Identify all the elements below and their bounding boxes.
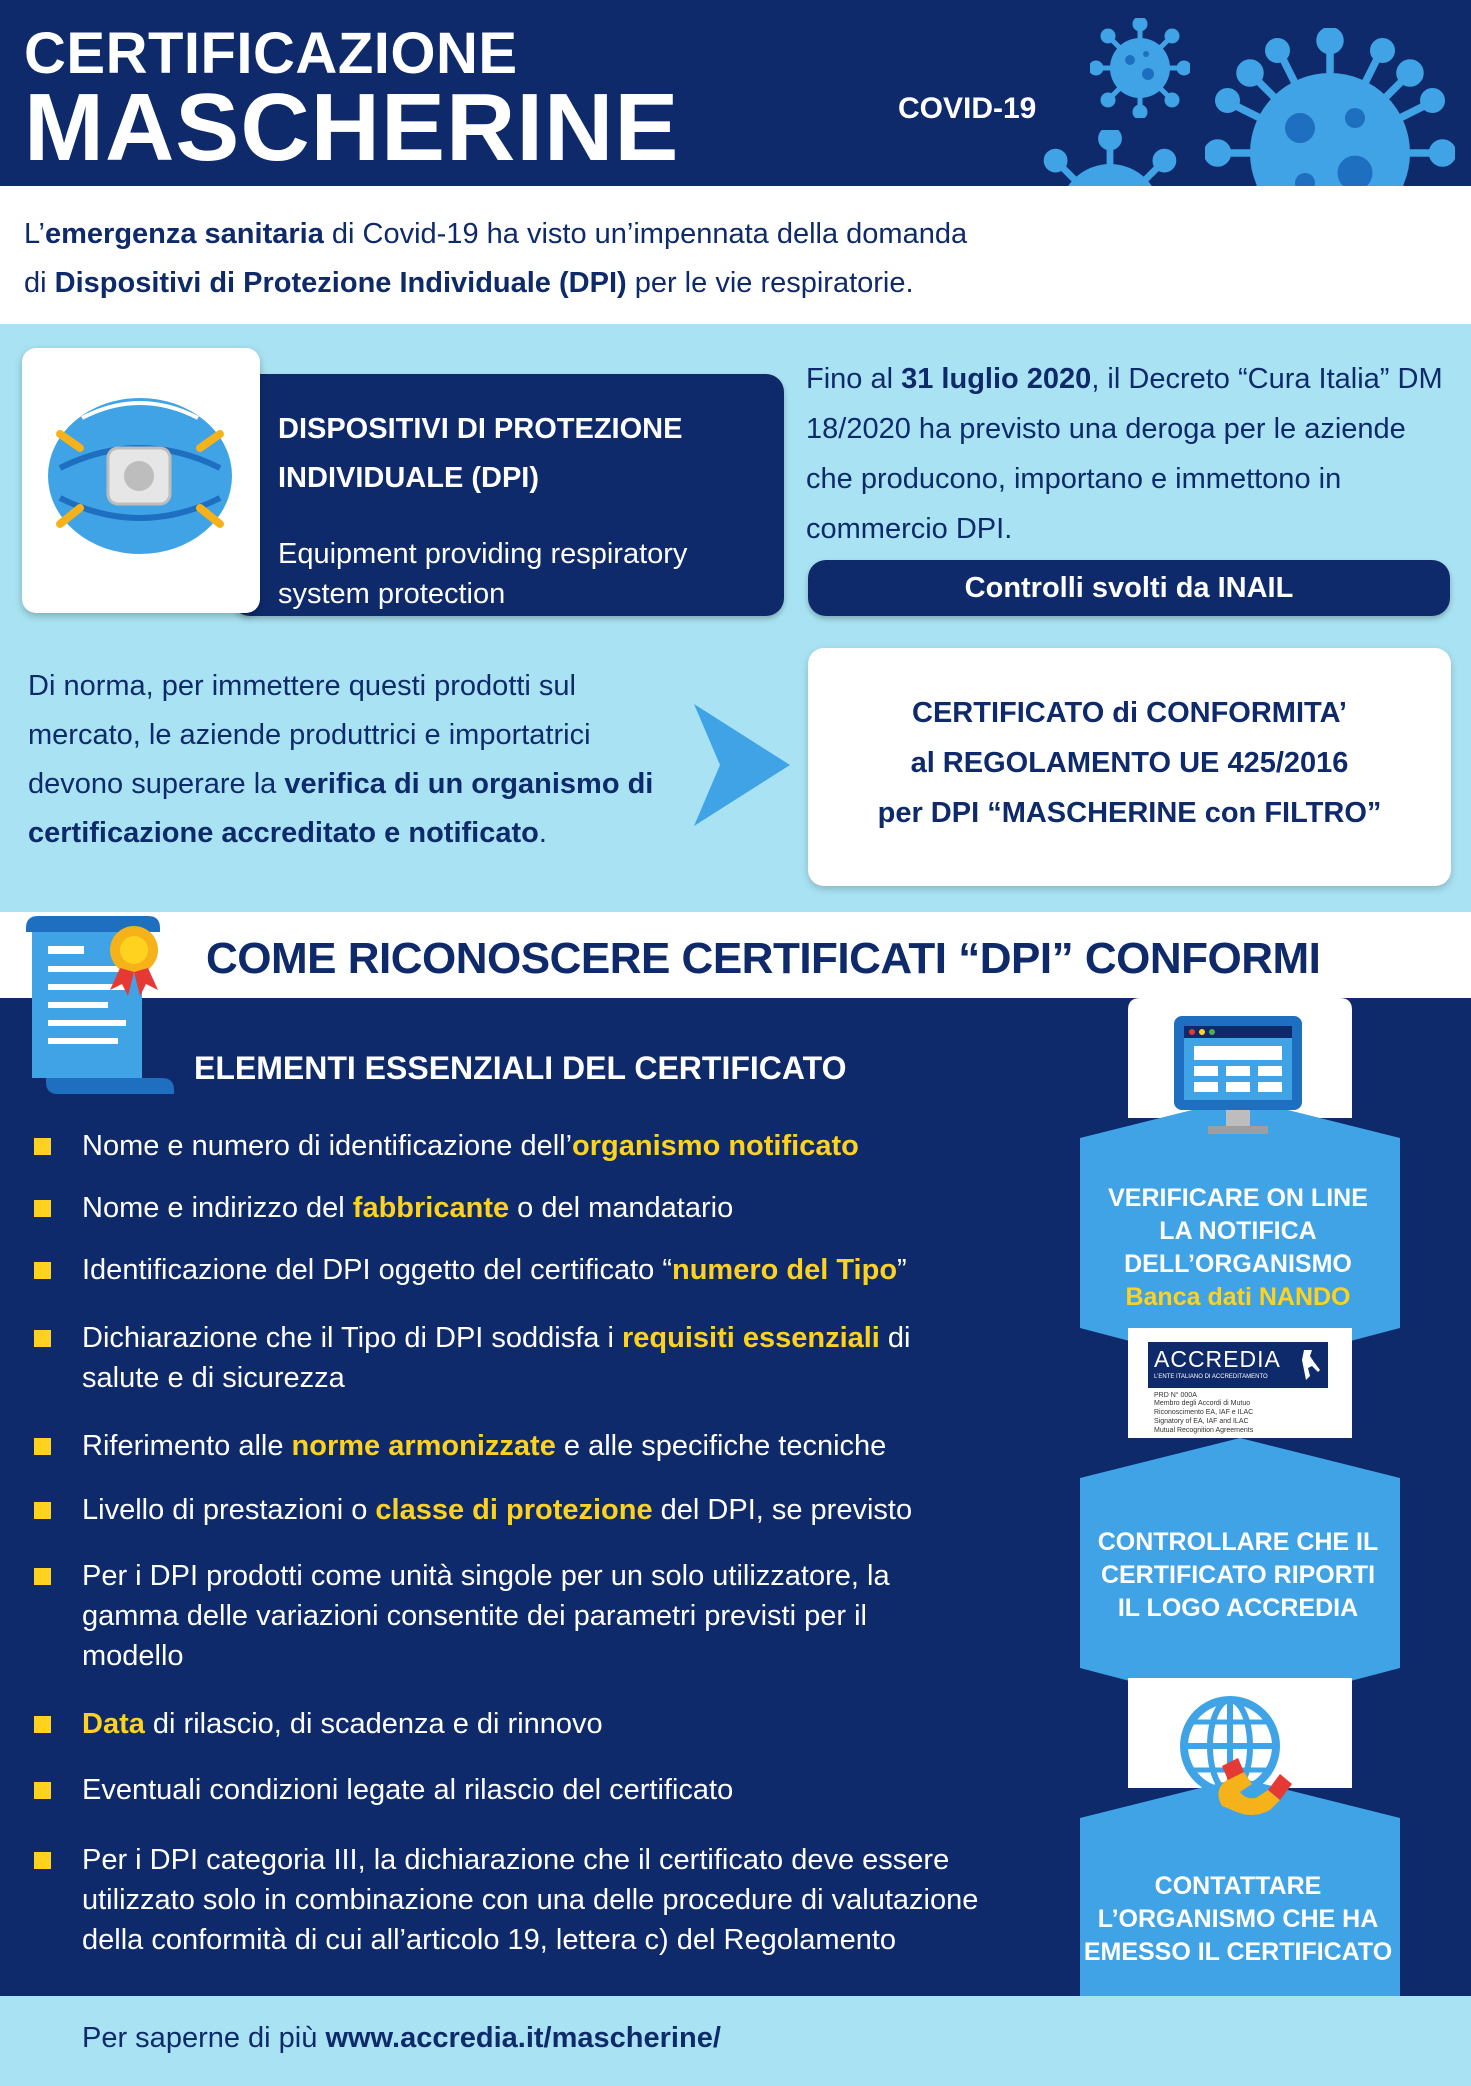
dpi-description: Equipment providing respiratory system protection: [278, 538, 688, 610]
text-highlight: Data: [82, 1708, 145, 1740]
virus-icon: [1090, 18, 1190, 118]
dpi-section: [0, 324, 1471, 912]
bullet-icon: [34, 1716, 51, 1733]
step-text-line: LA NOTIFICA: [1159, 1217, 1317, 1245]
intro-section: [0, 186, 1471, 324]
intro-highlight: Dispositivi di Protezione Individuale (DPI): [54, 267, 627, 299]
text-highlight: classe di protezione: [375, 1494, 653, 1526]
text-part: Nome e numero di identificazione dell’: [82, 1130, 573, 1162]
bullet-icon: [34, 1852, 51, 1869]
intro-highlight: emergenza sanitaria: [44, 218, 324, 250]
list-item-text: [82, 1318, 962, 1398]
footer-text: [82, 2022, 721, 2055]
step-contact-body: CONTATTARE L’ORGANISMO CHE HA EMESSO IL CERTIFICATO: [1083, 1872, 1393, 1966]
list-item-text: [82, 1490, 1042, 1530]
nando-database-label: Banca dati NANDO: [1125, 1283, 1351, 1311]
accredia-info: Riconoscimento EA, IAF e ILAC: [1154, 1409, 1254, 1416]
certificate-line: CERTIFICATO di CONFORMITA’: [912, 697, 1347, 729]
footer-text-part: Per saperne di più: [82, 2022, 326, 2054]
step-text-line: VERIFICARE ON LINE: [1108, 1184, 1368, 1212]
step-verify-online: [1078, 1182, 1398, 1314]
accredia-logo: [1148, 1342, 1328, 1454]
list-item-text: [82, 1426, 1042, 1466]
bullet-icon: [34, 1262, 51, 1279]
mask-icon: [22, 348, 260, 613]
elementi-title: ELEMENTI ESSENZIALI DEL CERTIFICATO: [194, 1050, 847, 1086]
certificate-box: [808, 648, 1451, 886]
accredia-info: Signatory of EA, IAF and ILAC: [1154, 1418, 1249, 1425]
deroga-text: [806, 354, 1456, 554]
text-highlight: requisiti essenziali: [621, 1322, 880, 1354]
accredia-tagline: L’ENTE ITALIANO DI ACCREDITAMENTO: [1154, 1374, 1268, 1380]
list-item-text: [82, 1840, 1022, 1960]
bullet-icon: [34, 1502, 51, 1519]
inail-banner: Controlli svolti da INAIL: [808, 560, 1450, 616]
recognize-title: COME RICONOSCERE CERTIFICATI “DPI” CONFORMI: [206, 934, 1321, 983]
accredia-prd: PRD N° 000A: [1154, 1392, 1197, 1399]
step-text-line: DELL’ORGANISMO: [1124, 1250, 1352, 1278]
intro-text-part: di: [24, 267, 55, 299]
text-highlight: numero del Tipo: [672, 1254, 898, 1286]
text-part: ”: [897, 1254, 907, 1286]
certificate-line: per DPI “MASCHERINE con FILTRO”: [877, 797, 1382, 829]
bullet-icon: [34, 1330, 51, 1347]
text-part: Dichiarazione che il Tipo di DPI soddisfa i: [82, 1322, 622, 1354]
bullet-icon: [34, 1568, 51, 1585]
norma-text: [28, 662, 688, 858]
globe-phone-icon: [1172, 1688, 1302, 1818]
text-part: o del mandatario: [509, 1192, 734, 1224]
text-part: del DPI, se previsto: [652, 1494, 913, 1526]
deroga-text-part: Fino al: [806, 363, 902, 395]
intro-text-part: L’: [24, 218, 45, 250]
accredia-logo-header: [1148, 1342, 1328, 1388]
list-item-text: [82, 1556, 902, 1676]
bullet-icon: [34, 1782, 51, 1799]
norma-text-part: Di norma, per immettere questi prodotti sul mercato, le aziende produttrici e importatrici devono superare la: [28, 670, 591, 800]
certificate-text: [808, 688, 1451, 838]
text-part: Per i DPI categoria III, la dichiarazione che il certificato deve essere utilizzato solo in combinazione con una delle procedure di valutazione della conformità di cui all’articolo 19, lettera c) del Regolamento: [82, 1844, 979, 1956]
bullet-icon: [34, 1438, 51, 1455]
text-part: Nome e indirizzo del: [82, 1192, 353, 1224]
covid-label: COVID-19: [898, 92, 1037, 125]
accredia-name: ACCREDIA: [1154, 1346, 1281, 1372]
text-part: Livello di prestazioni o: [82, 1494, 376, 1526]
certificate-scroll-icon: [12, 910, 182, 1098]
list-item-text: [82, 1250, 1042, 1290]
page-title-line2: MASCHERINE: [24, 74, 680, 181]
text-highlight: organismo notificato: [572, 1130, 859, 1162]
bullet-icon: [34, 1138, 51, 1155]
text-part: e alle specifiche tecniche: [555, 1430, 887, 1462]
deroga-date: 31 luglio 2020: [901, 363, 1092, 395]
text-part: Identificazione del DPI oggetto del certificato “: [82, 1254, 672, 1286]
recognize-band: [0, 912, 1471, 998]
page-title-line1: CERTIFICAZIONE: [24, 21, 518, 86]
list-item-text: [82, 1126, 1042, 1166]
bullet-icon: [34, 1200, 51, 1217]
norma-highlight: verifica di un organismo di certificazione accreditato e notificato: [28, 768, 654, 849]
dpi-card: [22, 348, 764, 615]
intro-text-part: di Covid-19 ha visto un’impennata della domanda: [323, 218, 968, 250]
text-part: Eventuali condizioni legate al rilascio del certificato: [82, 1774, 734, 1806]
mask-image-box: [22, 348, 260, 613]
intro-text: [24, 210, 1024, 308]
computer-icon: [1168, 1010, 1308, 1140]
accredia-info: Mutual Recognition Agreements: [1154, 1427, 1254, 1434]
intro-text-part: per le vie respiratorie.: [626, 267, 914, 299]
deroga-text-part: , il Decreto “Cura Italia” DM 18/2020 ha previsto una deroga per le aziende che producono, importano e immettono in commercio DPI.: [806, 363, 1443, 545]
accredia-info: Membro degli Accordi di Mutuo: [1154, 1400, 1251, 1407]
certificate-line: al REGOLAMENTO UE 425/2016: [910, 747, 1349, 779]
list-item-text: [82, 1704, 1042, 1744]
header: [0, 0, 1471, 186]
italy-map-icon: [1298, 1348, 1322, 1382]
text-highlight: fabbricante: [352, 1192, 510, 1224]
chevron-right-icon: [694, 704, 790, 826]
text-highlight: norme armonizzate: [291, 1430, 556, 1462]
text-part: Riferimento alle: [82, 1430, 292, 1462]
text-part: di salute e di sicurezza: [82, 1322, 911, 1394]
text-part: di rilascio, di scadenza e di rinnovo: [144, 1708, 603, 1740]
list-item-text: [82, 1770, 1042, 1810]
footer-link[interactable]: www.accredia.it/mascherine/: [325, 2022, 721, 2054]
footer: [0, 1996, 1471, 2086]
text-part: Per i DPI prodotti come unità singole per un solo utilizzatore, la gamma delle variazioni consentite dei parametri previsti per il modello: [82, 1560, 890, 1672]
norma-text-part: .: [538, 817, 547, 849]
dpi-title: DISPOSITIVI DI PROTEZIONE INDIVIDUALE (DPI): [278, 413, 683, 494]
step-check-logo: CONTROLLARE CHE IL CERTIFICATO RIPORTI IL LOGO ACCREDIA: [1097, 1528, 1379, 1622]
list-item-text: [82, 1188, 1042, 1228]
